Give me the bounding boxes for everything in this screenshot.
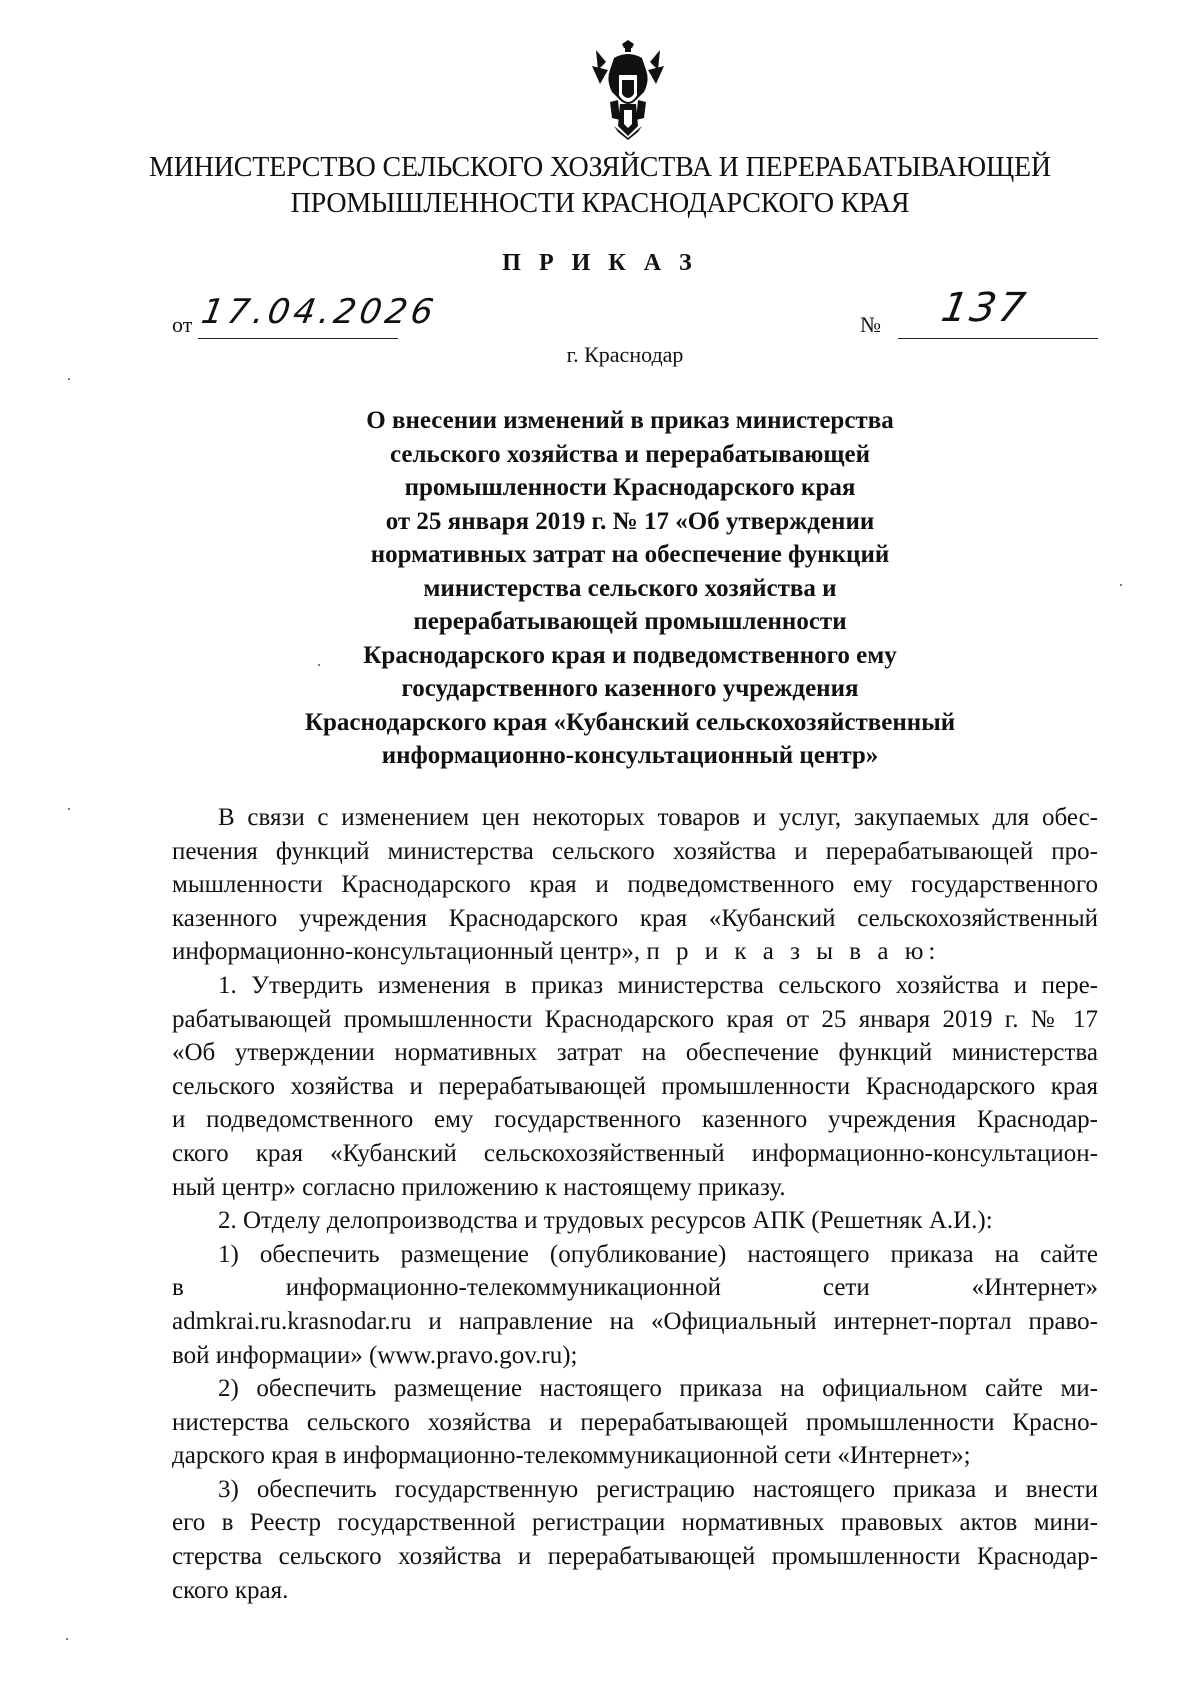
subject-line: от 25 января 2019 г. № 17 «Об утверждении: [385, 507, 875, 535]
subject-line: министерства сельского хозяйства и: [423, 574, 837, 602]
coat-of-arms-icon: [588, 40, 668, 140]
body-line: ского края.: [172, 1576, 289, 1604]
body-line: В связи с изменением цен некоторых товаров и услуг, закупаемых для обес-: [218, 804, 1098, 831]
scan-speck: [68, 808, 70, 810]
subject-line: Краснодарского края и подведомственного ему: [363, 641, 897, 669]
order-word: п р и к а з ы в а ю:: [646, 938, 941, 966]
body-line: ный центр» согласно приложению к настоящему приказу.: [172, 1173, 786, 1201]
body-line: 3) обеспечить государственную регистрацию настоящего приказа и внести: [218, 1475, 1098, 1503]
scan-speck: [1120, 584, 1122, 586]
subject-line: государственного казенного учреждения: [401, 675, 859, 702]
body-line: дарского края в информационно-телекоммуникационной сети «Интернет»;: [172, 1442, 971, 1470]
number-underline: [898, 338, 1098, 339]
preamble-last-text: информационно-консультационный центр»,: [172, 938, 641, 966]
order-date: [172, 292, 441, 342]
body-line: казенного учреждения Краснодарского края «Кубанский сельскохозяйственный: [172, 904, 1098, 932]
date-underline: [198, 338, 398, 339]
body-line: сельского хозяйства и перерабатывающей промышленности Краснодарского края: [172, 1072, 1098, 1100]
document-type-title: П Р И К А З: [502, 250, 698, 276]
ministry-name: [100, 150, 1100, 222]
scan-speck: [318, 664, 320, 666]
handwritten-date: 17.04.2026: [198, 292, 441, 332]
body-line: 1) обеспечить размещение (опубликование) настоящего приказа на сайте: [218, 1240, 1098, 1268]
order-body: [172, 801, 1098, 1607]
order-number: [860, 285, 1100, 341]
scan-speck: [66, 1638, 68, 1640]
body-line: его в Реестр государственной регистрации нормативных правовых актов мини-: [172, 1509, 1098, 1537]
body-line: «Об утверждении нормативных затрат на обеспечение функций министерства: [172, 1039, 1098, 1067]
subject-line: информационно-консультационный центр»: [381, 742, 879, 769]
date-prefix: от: [172, 312, 193, 337]
city-label: г. Краснодар: [566, 342, 684, 367]
body-line: и подведомственного ему государственного казенного учреждения Краснодар-: [172, 1106, 1098, 1134]
subject-line: нормативных затрат на обеспечение функций: [370, 541, 890, 568]
subject-line: перерабатывающей промышленности: [413, 608, 847, 635]
body-line: мышленности Краснодарского края и подведомственного ему государственного: [172, 871, 1098, 899]
body-line: ского края «Кубанский сельскохозяйственный информационно-консультацион-: [172, 1139, 1098, 1167]
body-line: admkrai.ru.krasnodar.ru и направление на «Официальный интернет-портал право-: [172, 1307, 1098, 1335]
body-line: 2) обеспечить размещение настоящего приказа на официальном сайте ми-: [218, 1375, 1098, 1403]
subject-line: промышленности Краснодарского края: [404, 474, 856, 501]
body-line: печения функций министерства сельского хозяйства и перерабатывающей про-: [172, 837, 1098, 865]
ministry-name-line-2: ПРОМЫШЛЕННОСТИ КРАСНОДАРСКОГО КРАЯ: [290, 188, 910, 219]
handwritten-number: 137: [937, 285, 1032, 331]
body-line: стерства сельского хозяйства и перерабатывающей промышленности Краснодар-: [172, 1543, 1098, 1571]
body-line: [172, 935, 1098, 969]
order-subject: [250, 404, 1010, 773]
ministry-name-line-1: МИНИСТЕРСТВО СЕЛЬСКОГО ХОЗЯЙСТВА И ПЕРЕРАБАТЫВАЮЩЕЙ: [149, 152, 1051, 183]
body-line: рабатывающей промышленности Краснодарского края от 25 января 2019 г. № 17: [172, 1005, 1098, 1033]
body-line: вой информации» (www.pravo.gov.ru);: [172, 1341, 578, 1369]
number-prefix: №: [860, 312, 881, 337]
scan-speck: [68, 378, 70, 380]
body-line: в информационно-телекоммуникационной сети «Интернет»: [172, 1274, 1098, 1302]
body-line: 1. Утвердить изменения в приказ министерства сельского хозяйства и пере-: [218, 971, 1098, 999]
body-line: 2. Отделу делопроизводства и трудовых ресурсов АПК (Решетняк А.И.):: [218, 1207, 993, 1235]
subject-line: сельского хозяйства и перерабатывающей: [390, 440, 870, 468]
subject-line: О внесении изменений в приказ министерства: [366, 407, 894, 434]
body-line: нистерства сельского хозяйства и перерабатывающей промышленности Красно-: [172, 1408, 1098, 1436]
subject-line: Краснодарского края «Кубанский сельскохозяйственный: [304, 708, 956, 736]
